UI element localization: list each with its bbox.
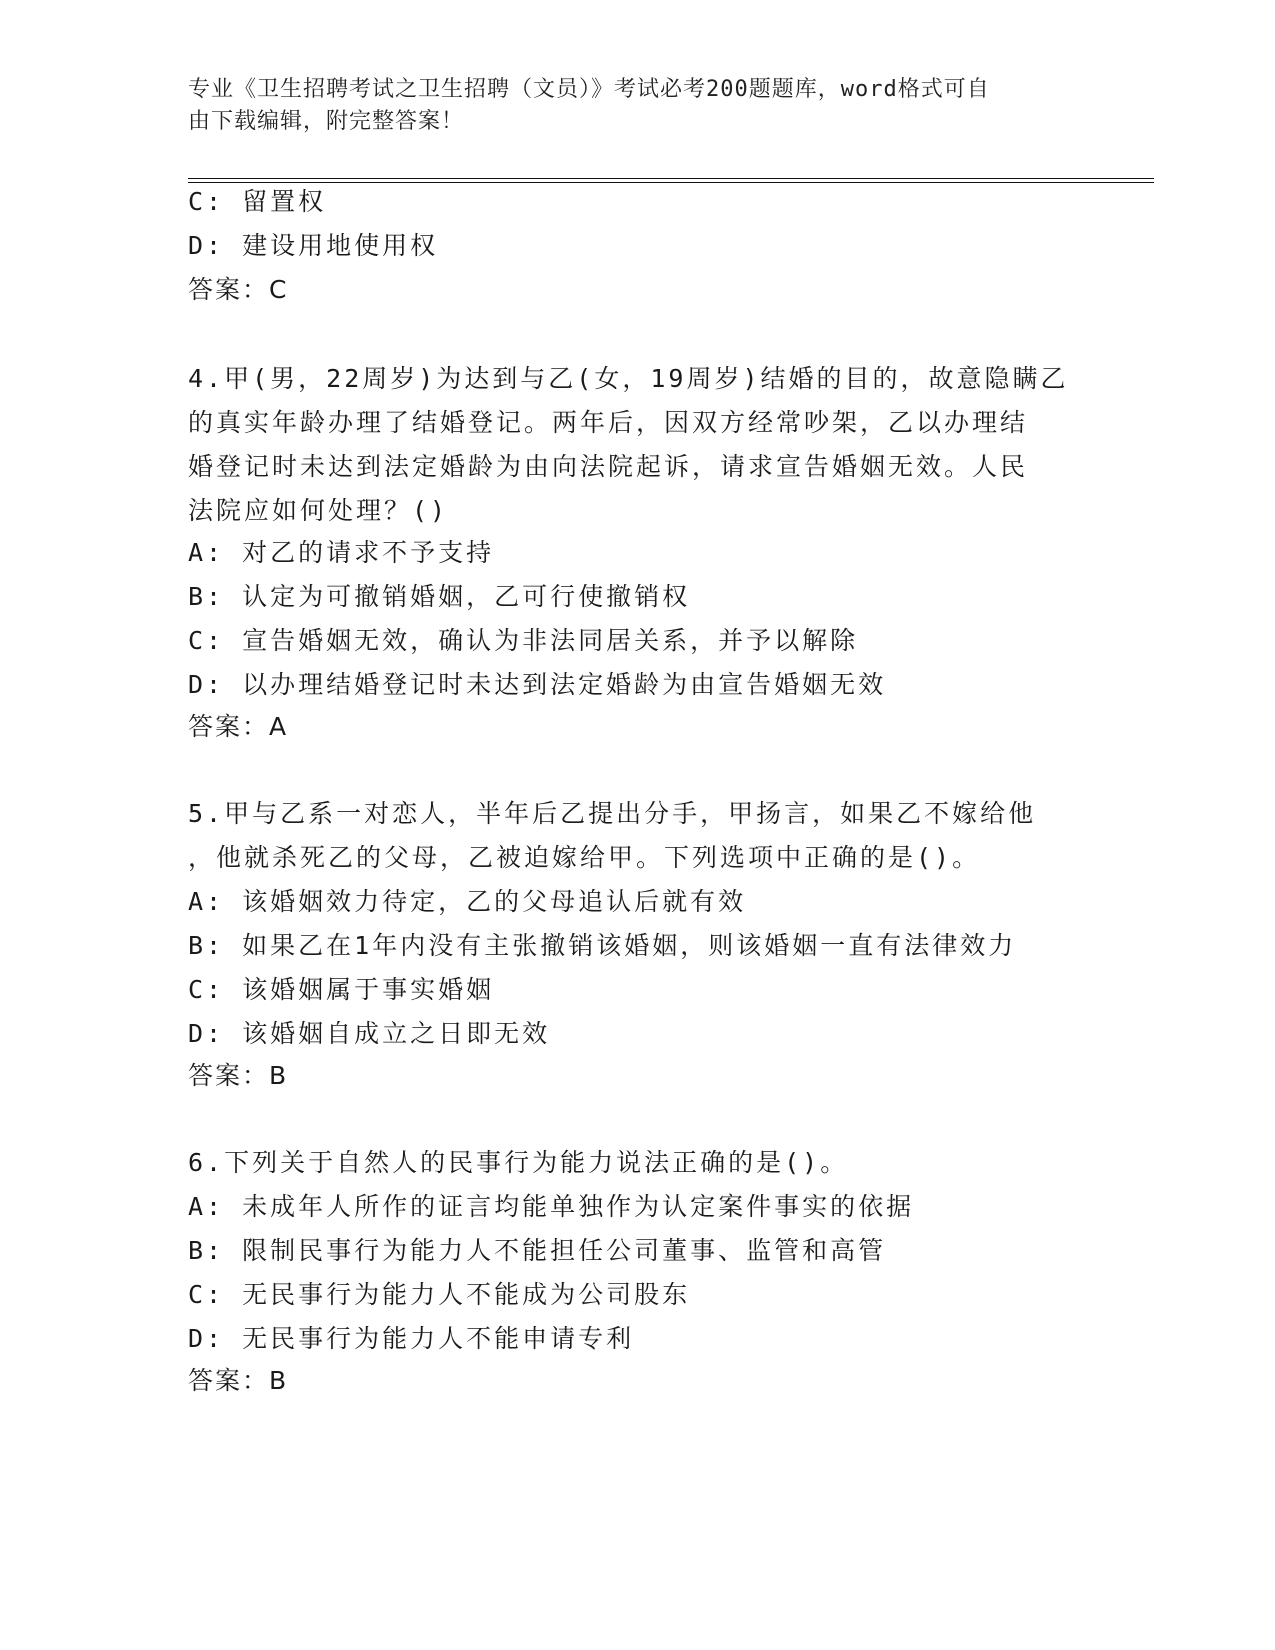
q6-option-c: C: 无民事行为能力人不能成为公司股东 xyxy=(188,1280,691,1309)
q4-option-c: C: 宣告婚姻无效，确认为非法同居关系，并予以解除 xyxy=(188,626,859,655)
q5-answer: 答案：B xyxy=(188,1061,289,1090)
q5-option-b: B: 如果乙在1年内没有主张撤销该婚姻，则该婚姻一直有法律效力 xyxy=(188,931,1017,960)
q3-option-d: D: 建设用地使用权 xyxy=(188,231,439,260)
q6-stem-line-1: 6.下列关于自然人的民事行为能力说法正确的是()。 xyxy=(188,1148,849,1177)
q5-option-a: A: 该婚姻效力待定，乙的父母追认后就有效 xyxy=(188,887,747,916)
page-header xyxy=(188,74,1068,138)
header-line-1: 专业《卫生招聘考试之卫生招聘（文员）》考试必考200题题库，word格式可自 xyxy=(188,77,990,102)
q4-stem-line-2: 的真实年龄办理了结婚登记。两年后，因双方经常吵架，乙以办理结 xyxy=(188,408,1029,437)
q5-option-d: D: 该婚姻自成立之日即无效 xyxy=(188,1019,551,1048)
q6-option-a: A: 未成年人所作的证言均能单独作为认定案件事实的依据 xyxy=(188,1192,915,1221)
q4-option-b: B: 认定为可撤销婚姻，乙可行使撤销权 xyxy=(188,582,691,611)
q5-option-c: C: 该婚姻属于事实婚姻 xyxy=(188,975,495,1004)
q6-option-b: B: 限制民事行为能力人不能担任公司董事、监管和高管 xyxy=(188,1236,887,1265)
q4-answer: 答案：A xyxy=(188,712,289,741)
q5-stem-line-1: 5.甲与乙系一对恋人，半年后乙提出分手，甲扬言，如果乙不嫁给他 xyxy=(188,799,1037,828)
q6-option-d: D: 无民事行为能力人不能申请专利 xyxy=(188,1324,635,1353)
q4-stem-line-1: 4.甲(男，22周岁)为达到与乙(女，19周岁)结婚的目的，故意隐瞒乙 xyxy=(188,364,1069,393)
header-line-2: 由下载编辑，附完整答案！ xyxy=(188,109,465,134)
header-divider xyxy=(188,178,1154,183)
q4-stem-line-4: 法院应如何处理？() xyxy=(188,496,449,525)
q3-option-c: C: 留置权 xyxy=(188,187,327,216)
q5-stem-line-2: ，他就杀死乙的父母，乙被迫嫁给甲。下列选项中正确的是()。 xyxy=(188,843,981,872)
q6-answer: 答案：B xyxy=(188,1366,289,1395)
q4-option-d: D: 以办理结婚登记时未达到法定婚龄为由宣告婚姻无效 xyxy=(188,670,887,699)
q3-answer: 答案：C xyxy=(188,275,289,304)
q4-stem-line-3: 婚登记时未达到法定婚龄为由向法院起诉，请求宣告婚姻无效。人民 xyxy=(188,452,1029,481)
q4-option-a: A: 对乙的请求不予支持 xyxy=(188,538,495,567)
